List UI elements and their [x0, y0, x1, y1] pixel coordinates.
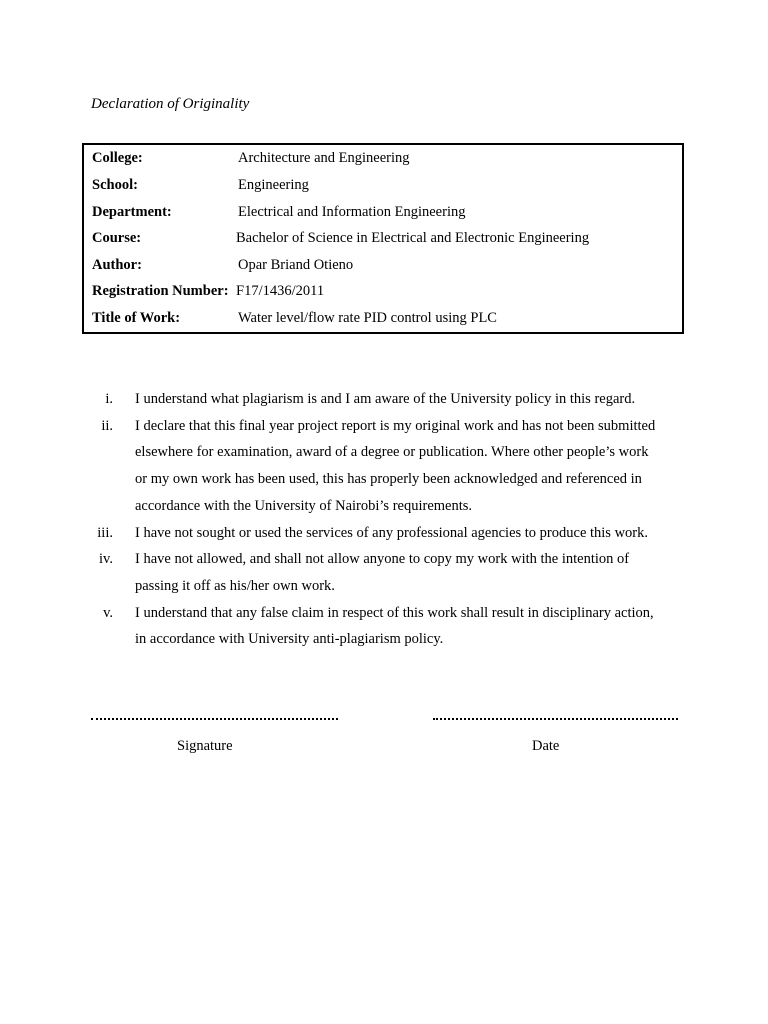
declaration-text [135, 546, 680, 599]
date-line [433, 718, 678, 720]
declaration-item [0, 386, 768, 413]
declaration-line: accordance with the University of Nairobi’s requirements. [135, 497, 473, 514]
declaration-line: in accordance with University anti-plagiarism policy. [135, 631, 444, 648]
info-row-course [92, 228, 678, 248]
info-label: Course: [92, 230, 142, 246]
declaration-item [0, 546, 768, 599]
info-row-author [92, 255, 678, 275]
declaration-line: passing it off as his/her own work. [135, 577, 335, 594]
info-value: Engineering [238, 177, 309, 193]
declaration-item [0, 600, 768, 653]
declaration-text [135, 386, 680, 413]
info-row-title-of-work [92, 308, 678, 328]
declaration-line: elsewhere for examination, award of a degree or publication. Where other people’s work [135, 444, 649, 461]
info-value: Electrical and Information Engineering [238, 204, 466, 220]
declaration-list [0, 386, 768, 653]
declaration-number: iv. [99, 551, 113, 568]
info-label: College: [92, 150, 143, 166]
info-table [82, 143, 684, 334]
info-value: Opar Briand Otieno [238, 257, 354, 273]
info-value: F17/1436/2011 [236, 283, 325, 299]
info-label: Title of Work: [92, 310, 181, 326]
info-label: Department: [92, 204, 172, 220]
info-row-school [92, 175, 678, 195]
info-label: Author: [92, 257, 142, 273]
declaration-text [135, 600, 680, 653]
document-title: Declaration of Originality [91, 96, 250, 112]
declaration-number: v. [103, 604, 113, 621]
info-value: Architecture and Engineering [238, 150, 410, 166]
declaration-text [135, 413, 680, 520]
info-row-college [92, 148, 678, 168]
declaration-text [135, 520, 680, 547]
declaration-line: or my own work has been used, this has properly been acknowledged and referenced in [135, 471, 642, 488]
declaration-line: I have not allowed, and shall not allow anyone to copy my work with the intention of [135, 551, 630, 568]
declaration-number: iii. [97, 524, 113, 541]
info-label: Registration Number: [92, 283, 229, 299]
info-value: Bachelor of Science in Electrical and Electronic Engineering [236, 230, 590, 246]
declaration-item [0, 413, 768, 520]
info-label: School: [92, 177, 138, 193]
declaration-line: I understand what plagiarism is and I am aware of the University policy in this regard. [135, 391, 636, 407]
signature-line [91, 718, 338, 720]
declaration-line: I have not sought or used the services of any professional agencies to produce this work. [135, 524, 649, 541]
declaration-item [0, 520, 768, 547]
declaration-line: I understand that any false claim in respect of this work shall result in disciplinary action, [135, 604, 654, 621]
declaration-line: I declare that this final year project report is my original work and has not been submitted [135, 417, 656, 434]
info-value: Water level/flow rate PID control using PLC [238, 310, 497, 326]
declaration-number: ii. [101, 417, 113, 434]
info-row-department [92, 202, 678, 222]
info-row-registration-number [92, 281, 678, 301]
date-label: Date [532, 738, 560, 754]
declaration-number: i. [105, 391, 113, 407]
signature-label: Signature [177, 738, 233, 754]
